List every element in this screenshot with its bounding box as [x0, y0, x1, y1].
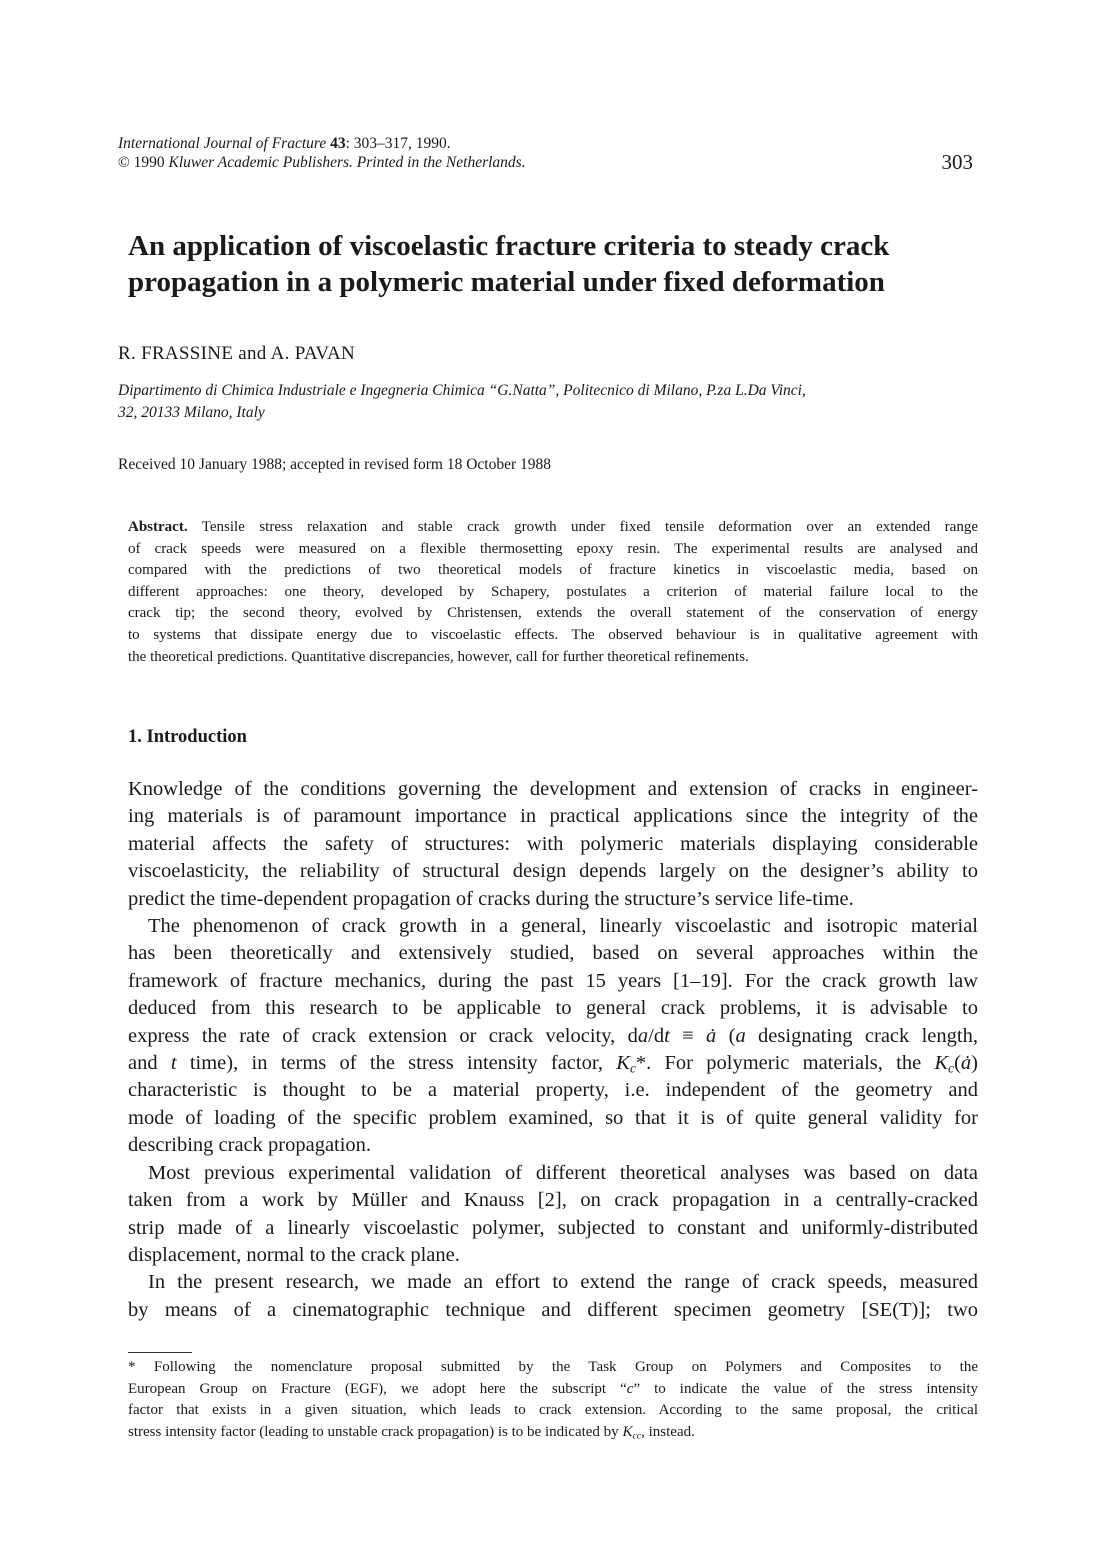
citation-line — [118, 134, 978, 153]
body-line: strip made of a linearly viscoelastic polymer, subjected to constant and uniformly-distributed — [128, 1216, 978, 1239]
body-line: has been theoretically and extensively studied, based on several approaches within the — [128, 942, 978, 965]
body-fragment: time), in terms of the stress intensity factor, — [176, 1052, 617, 1075]
journal-volume: 43 — [330, 135, 346, 152]
body-line: by means of a cinematographic technique and different specimen geometry [SE(T)]; two — [128, 1298, 978, 1321]
abstract-line: crack tip; the second theory, evolved by Christensen, extends the overall statement of the conservation of energy — [128, 605, 978, 622]
body-fragment: designating crack length, — [745, 1024, 978, 1047]
footnote-divider — [128, 1352, 192, 1353]
footnote-fragment: , instead. — [641, 1423, 695, 1440]
body-fragment: *. For polymeric materials, the — [635, 1052, 935, 1075]
math-var: ȧ — [960, 1052, 972, 1075]
page-number: 303 — [941, 150, 973, 174]
affiliation-line: Dipartimento di Chimica Industriale e Ingegneria Chimica “G.Natta”, Politecnico di Milano, P.za L.Da Vinci, — [118, 382, 806, 399]
abstract — [128, 517, 978, 668]
footnote-fragment: stress intensity factor (leading to unstable crack propagation) is to be indicated by — [128, 1423, 623, 1440]
body-line: mode of loading of the specific problem examined, so that it is of quite general validity for — [128, 1106, 978, 1129]
footnote-line — [128, 1379, 978, 1401]
math-var: cc — [632, 1430, 642, 1442]
body-line: ing materials is of paramount importance in practical applications since the integrity of the — [128, 805, 978, 828]
footnote-line: * Following the nomenclature proposal submitted by the Task Group on Polymers and Composites to the — [128, 1359, 978, 1375]
paper-title — [128, 228, 1008, 300]
authors: R. FRASSINE and A. PAVAN — [118, 343, 356, 364]
abstract-line: different approaches: one theory, developed by Schapery, postulates a criterion of material failure local to the — [128, 583, 978, 600]
body-line: deduced from this research to be applicable to general crack problems, it is advisable to — [128, 997, 978, 1020]
abstract-line: to systems that dissipate energy due to viscoelastic effects. The observed behaviour is in qualitative agreement with — [128, 626, 978, 643]
body-line: In the present research, we made an effort to extend the range of crack speeds, measured — [148, 1271, 978, 1294]
body-fragment: and — [128, 1052, 171, 1075]
copyright-icon: © — [118, 154, 130, 171]
math-var: ȧ — [706, 1024, 717, 1047]
body-line: material affects the safety of structures: with polymeric materials displaying considerable — [128, 832, 978, 855]
body-line: characteristic is thought to be a material property, i.e. independent of the geometry and — [128, 1079, 978, 1102]
copyright-year: 1990 — [129, 154, 169, 171]
math-var: a — [637, 1024, 649, 1047]
body-line — [128, 1050, 978, 1077]
abstract-text: Tensile stress relaxation and stable crack growth under fixed tensile deformation over an extended range — [187, 519, 978, 535]
body-line: framework of fracture mechanics, during the past 15 years [1–19]. For the crack growth law — [128, 969, 978, 992]
math-var: c — [948, 1060, 955, 1076]
body-line — [128, 1023, 978, 1050]
title-line: propagation in a polymeric material under fixed deformation — [128, 266, 885, 298]
section-heading: 1. Introduction — [128, 727, 247, 747]
footnote-fragment: European Group on Fracture (EGF), we adopt here the subscript “ — [128, 1380, 627, 1397]
copyright-line — [118, 153, 978, 172]
math-var: c — [629, 1060, 636, 1076]
footnote — [128, 1357, 978, 1443]
affiliation — [118, 380, 978, 424]
math-var: t — [664, 1024, 670, 1047]
abstract-line — [128, 517, 978, 539]
math-var: K — [934, 1052, 949, 1075]
body-line: viscoelasticity, the reliability of structural design depends largely on the designer’s ability to — [128, 860, 978, 883]
body-line: taken from a work by Müller and Knauss [2], on crack propagation in a centrally-cracked — [128, 1189, 978, 1212]
body-line: The phenomenon of crack growth in a general, linearly viscoelastic and isotropic material — [148, 915, 978, 938]
math-subscript — [632, 1430, 641, 1441]
math-symbol: ≡ — [669, 1024, 707, 1047]
math-var: t — [170, 1052, 177, 1075]
math-var: c — [626, 1380, 634, 1397]
body-text — [128, 776, 978, 1324]
journal-name: International Journal of Fracture — [118, 135, 327, 152]
journal-pages-year: : 303–317, 1990. — [345, 135, 451, 152]
footnote-line — [128, 1422, 978, 1444]
footnote-fragment: ” to indicate the value of the stress intensity — [633, 1380, 978, 1397]
publisher-name: Kluwer Academic Publishers. Printed in the Netherlands. — [168, 154, 526, 171]
abstract-label: Abstract. — [128, 519, 188, 535]
body-fragment: ( — [954, 1052, 961, 1075]
math-var: a — [735, 1024, 746, 1047]
body-line: describing crack propagation. — [128, 1134, 372, 1157]
body-line: predict the time-dependent propagation of cracks during the structure’s service life-time. — [128, 887, 854, 910]
abstract-line: of crack speeds were measured on a flexible thermosetting epoxy resin. The experimental results are analysed and — [128, 540, 978, 557]
journal-header — [118, 134, 978, 172]
abstract-line: the theoretical predictions. Quantitative discrepancies, however, call for further theoretical refinements. — [128, 648, 749, 665]
body-fragment: ) — [971, 1052, 978, 1075]
title-line: An application of viscoelastic fracture criteria to steady crack — [128, 230, 890, 262]
abstract-line: compared with the predictions of two theoretical models of fracture kinetics in viscoelastic media, based on — [128, 562, 978, 579]
math-var: K — [616, 1052, 630, 1075]
footnote-line: factor that exists in a given situation, which leads to crack extension. According to the same proposal, the critical — [128, 1402, 978, 1419]
body-fragment: /d — [648, 1024, 665, 1047]
body-line: Knowledge of the conditions governing the development and extension of cracks in engineer- — [128, 778, 978, 800]
received-dates: Received 10 January 1988; accepted in revised form 18 October 1988 — [118, 456, 551, 473]
body-fragment: express the rate of crack extension or crack velocity, d — [128, 1024, 638, 1047]
math-var: K — [622, 1423, 633, 1440]
body-fragment: ( — [716, 1024, 736, 1047]
body-line: displacement, normal to the crack plane. — [128, 1243, 460, 1266]
affiliation-line: 32, 20133 Milano, Italy — [118, 404, 265, 421]
body-line: Most previous experimental validation of different theoretical analyses was based on data — [148, 1161, 978, 1184]
